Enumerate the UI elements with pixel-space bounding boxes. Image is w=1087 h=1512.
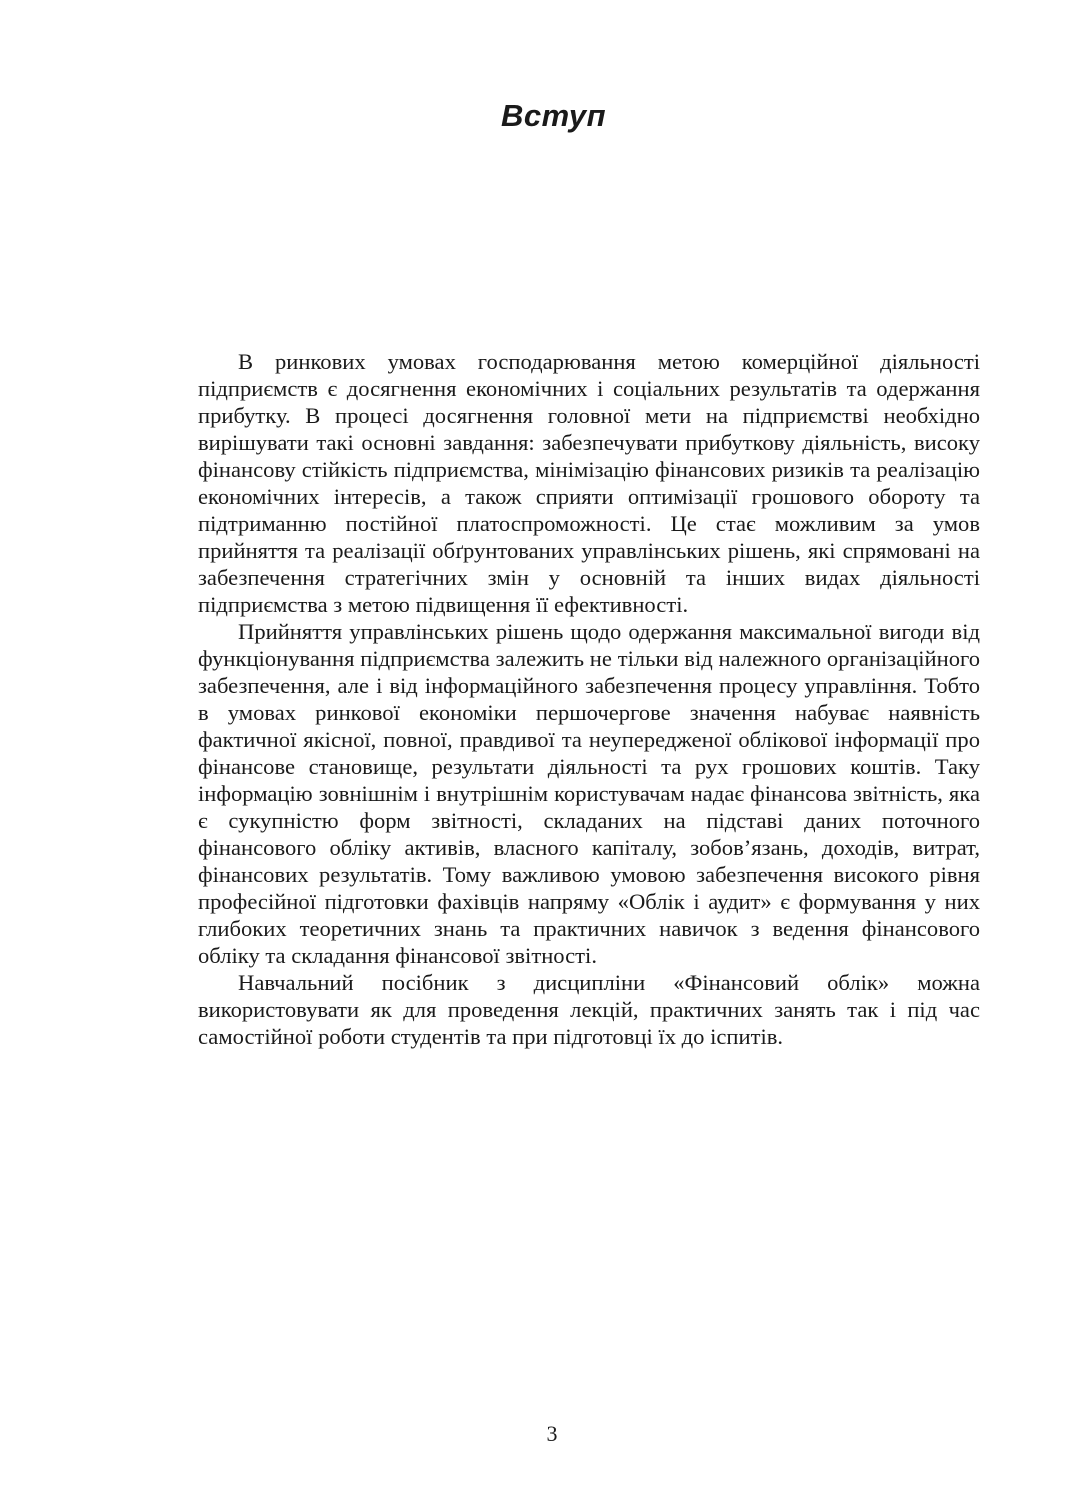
paragraph-3: Навчальний посібник з дисципліни «Фінансовий облік» можна використовувати як для проведення лекцій, практичних занять так і під час самостійної роботи студентів та при підготовці їх до іспитів.: [198, 970, 980, 1049]
page-number: 3: [546, 1421, 558, 1446]
paragraph-1: В ринкових умовах господарювання метою комерційної діяльності підприємств є досягнення економічних і соціальних результатів та одержання прибутку. В процесі досягнення головної мети на підприємстві необхідно вирішувати такі основні завдання: забезпечувати прибуткову діяльність, високу фінансову стійкість підприємства, мінімізацію фінансових ризиків та реалізацію економічних інтересів, а також сприяти оптимізації грошового обороту та підтриманню постійної платоспроможності. Це стає можливим за умов прийняття та реалізації обґрунтованих управлінських рішень, які спрямовані на забезпечення стратегічних змін у основній та інших видах діяльності підприємства з метою підвищення її ефективності.: [198, 349, 980, 617]
body-text: [198, 348, 980, 1050]
page-title: Вступ: [500, 98, 607, 133]
paragraph-2: Прийняття управлінських рішень щодо одержання максимальної вигоди від функціонування підприємства залежить не тільки від належного організаційного забезпечення, але і від інформаційного забезпечення процесу управління. Тобто в умовах ринкової економіки першочергове значення набуває наявність фактичної якісної, повної, правдивої та неупередженої облікової інформації про фінансове становище, результати діяльності та рух грошових коштів. Таку інформацію зовнішнім і внутрішнім користувачам надає фінансова звітність, яка є сукупністю форм звітності, складаних на підставі даних поточного фінансового обліку активів, власного капіталу, зобов’язань, доходів, витрат, фінансових результатів. Тому важливою умовою забезпечення високого рівня професійної підготовки фахівців напряму «Облік і аудит» є формування у них глибоких теоретичних знань та практичних навичок з ведення фінансового обліку та складання фінансової звітності.: [198, 619, 980, 968]
